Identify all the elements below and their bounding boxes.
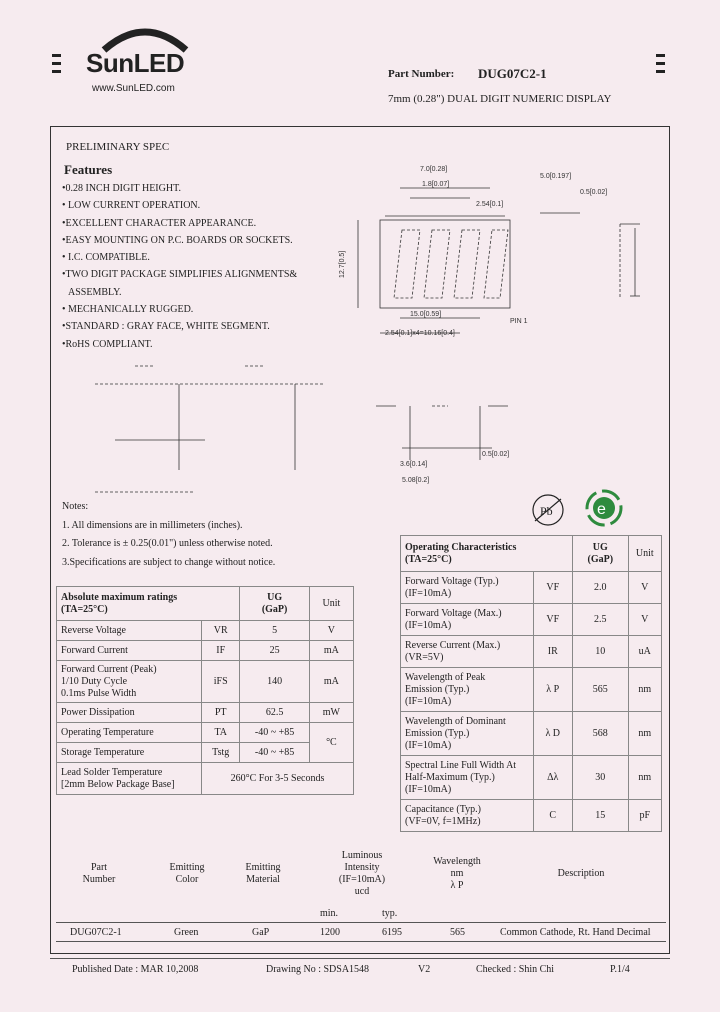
corner-mark-left [52, 62, 61, 65]
part-table [56, 848, 666, 943]
feature-item: ASSEMBLY. [68, 286, 122, 298]
note-item: 1. All dimensions are in millimeters (inches). [62, 519, 243, 531]
dim-label: PIN 1 [510, 318, 528, 325]
op-unit: V [628, 604, 661, 636]
op-unit: V [628, 572, 661, 604]
corner-mark-right [656, 62, 665, 65]
abs-val: -40 ~ +85 [240, 723, 309, 743]
abs-max-title: Absolute maximum ratings (TA=25°C) [57, 587, 240, 621]
op-param: Reverse Current (Max.) (VR=5V) [401, 636, 534, 668]
pt-head-intensity: Luminous Intensity (IF=10mA) ucd [338, 850, 386, 897]
preliminary-spec: PRELIMINARY SPEC [66, 141, 170, 153]
pb-free-icon [530, 492, 566, 528]
abs-sym: TA [202, 723, 240, 743]
footer-version: V2 [418, 964, 431, 975]
dim-label: 0.5[0.02] [482, 451, 510, 458]
abs-param: Forward Current (Peak) 1/10 Duty Cycle 0.1ms Pulse Width [57, 661, 202, 703]
pt-head-wavelength: Wavelength nm λ P [433, 856, 481, 891]
feature-item: •TWO DIGIT PACKAGE SIMPLIFIES ALIGNMENTS& [62, 269, 298, 281]
op-unit: nm [628, 756, 661, 800]
abs-sym: VR [202, 621, 240, 641]
op-sym: VF [533, 604, 572, 636]
feature-item: • I.C. COMPATIBLE. [62, 252, 150, 264]
op-param: Forward Voltage (Typ.) (IF=10mA) [401, 572, 534, 604]
rohs-recycle-icon [584, 488, 624, 528]
abs-param: Reverse Voltage [57, 621, 202, 641]
footer-drawing-no: Drawing No : SDSA1548 [266, 964, 370, 975]
pt-rule-bottom [56, 941, 666, 942]
op-val: 30 [572, 756, 628, 800]
dim-label: 5.0[0.197] [540, 173, 572, 180]
corner-mark-right [656, 54, 665, 57]
notes [62, 498, 362, 572]
op-unit: nm [628, 712, 661, 756]
footer-page: P.1/4 [610, 964, 630, 975]
abs-param: Power Dissipation [57, 703, 202, 723]
op-val: 2.5 [572, 604, 628, 636]
abs-unit: mA [309, 661, 353, 703]
corner-mark-left [52, 70, 61, 73]
feature-item: •0.28 INCH DIGIT HEIGHT. [62, 183, 181, 194]
pt-typ: 6195 [382, 927, 402, 938]
abs-val: 25 [240, 641, 309, 661]
op-unit: pF [628, 800, 661, 832]
dim-label: 2.54[0.1]x4=10.16[0.4] [385, 330, 455, 337]
dim-label: 3.6[0.14] [400, 461, 428, 468]
op-sym: IR [533, 636, 572, 668]
dim-label: 7.0[0.28] [420, 166, 448, 173]
op-col-ug: UG (GaP) [572, 536, 628, 572]
abs-val: 260°C For 3-5 Seconds [202, 763, 354, 795]
op-col-unit: Unit [628, 536, 661, 572]
pt-head-material: Emitting Material [245, 862, 281, 885]
feature-item: •RoHS COMPLIANT. [62, 338, 153, 350]
pt-wavelength: 565 [450, 927, 465, 938]
footer-checked: Checked : Shin Chi [476, 964, 555, 975]
part-number-label: Part Number: [388, 68, 455, 80]
feature-item: • MECHANICALLY RUGGED. [62, 304, 194, 316]
op-sym: C [533, 800, 572, 832]
corner-mark-right [656, 70, 665, 73]
abs-unit: mA [309, 641, 353, 661]
svg-text:Pb: Pb [540, 504, 553, 518]
dim-label: 5.08[0.2] [402, 477, 430, 484]
circuit-diagram [85, 360, 335, 500]
op-param: Capacitance (Typ.) (VF=0V, f=1MHz) [401, 800, 534, 832]
op-sym: VF [533, 572, 572, 604]
op-unit: uA [628, 636, 661, 668]
abs-unit: V [309, 621, 353, 641]
abs-param: Storage Temperature [57, 743, 202, 763]
pt-material: GaP [252, 927, 270, 938]
footer-rule [50, 958, 670, 959]
part-number: DUG07C2-1 [478, 66, 547, 81]
dim-label: 15.0[0.59] [410, 311, 442, 318]
abs-sym: IF [202, 641, 240, 661]
pt-min: 1200 [320, 927, 340, 938]
op-val: 568 [572, 712, 628, 756]
corner-mark-left [52, 54, 61, 57]
note-item: 2. Tolerance is ± 0.25(0.01") unless otherwise noted. [62, 538, 273, 549]
abs-val: 5 [240, 621, 309, 641]
logo: SunLED [86, 48, 185, 78]
pt-part: DUG07C2-1 [70, 927, 122, 938]
op-val: 10 [572, 636, 628, 668]
pt-head-description: Description [557, 868, 605, 879]
op-val: 565 [572, 668, 628, 712]
pt-head-part: Part Number [82, 862, 116, 885]
feature-item: •EXCELLENT CHARACTER APPEARANCE. [62, 217, 257, 229]
feature-item: •STANDARD : GRAY FACE, WHITE SEGMENT. [62, 321, 270, 333]
op-val: 15 [572, 800, 628, 832]
features-list [62, 180, 362, 353]
abs-val: 140 [240, 661, 309, 703]
abs-unit: mW [309, 703, 353, 723]
svg-text:e: e [597, 501, 606, 518]
pt-head-color: Emitting Color [169, 862, 205, 885]
note-item: 3.Specifications are subject to change without notice. [62, 556, 276, 568]
dim-label: 1.8[0.07] [422, 181, 450, 188]
abs-max-col-ug: UG (GaP) [240, 587, 309, 621]
abs-param: Forward Current [57, 641, 202, 661]
pt-description: Common Cathode, Rt. Hand Decimal [500, 927, 651, 938]
op-char-table [400, 535, 662, 832]
dim-label: 0.5[0.02] [580, 189, 608, 196]
footer-published: Published Date : MAR 10,2008 [72, 964, 199, 975]
feature-item: •EASY MOUNTING ON P.C. BOARDS OR SOCKETS. [62, 234, 293, 246]
abs-unit: °C [309, 723, 353, 763]
pt-sub-typ: typ. [382, 908, 398, 919]
side-view-outline [540, 213, 640, 298]
op-title: Operating Characteristics (TA=25°C) [401, 536, 573, 572]
abs-param: Operating Temperature [57, 723, 202, 743]
dim-label: 12.7[0.5] [339, 250, 346, 278]
pt-rule [56, 922, 666, 923]
abs-max-col-unit: Unit [309, 587, 353, 621]
op-val: 2.0 [572, 572, 628, 604]
features-title: Features [64, 162, 113, 177]
op-param: Spectral Line Full Width At Half-Maximum (Typ.) (IF=10mA) [401, 756, 534, 800]
op-sym: λ D [533, 712, 572, 756]
op-sym: λ P [533, 668, 572, 712]
abs-val: -40 ~ +85 [240, 743, 309, 763]
op-param: Wavelength of Dominant Emission (Typ.) (IF=10mA) [401, 712, 534, 756]
website: www.SunLED.com [92, 83, 175, 94]
abs-param: Lead Solder Temperature [2mm Below Package Base] [57, 763, 202, 795]
abs-sym: Tstg [202, 743, 240, 763]
op-param: Wavelength of Peak Emission (Typ.) (IF=10mA) [401, 668, 534, 712]
abs-sym: PT [202, 703, 240, 723]
abs-max-table [56, 586, 354, 795]
op-sym: Δλ [533, 756, 572, 800]
pt-color: Green [174, 927, 199, 938]
pt-sub-min: min. [320, 908, 339, 919]
op-unit: nm [628, 668, 661, 712]
lead-drawing [372, 398, 542, 488]
subtitle: 7mm (0.28") DUAL DIGIT NUMERIC DISPLAY [388, 93, 612, 105]
abs-val: 62.5 [240, 703, 309, 723]
notes-title: Notes: [62, 501, 89, 512]
op-param: Forward Voltage (Max.) (IF=10mA) [401, 604, 534, 636]
package-drawing [340, 158, 660, 358]
abs-sym: iFS [202, 661, 240, 703]
feature-item: • LOW CURRENT OPERATION. [62, 200, 201, 212]
dim-label: 2.54[0.1] [476, 201, 504, 208]
